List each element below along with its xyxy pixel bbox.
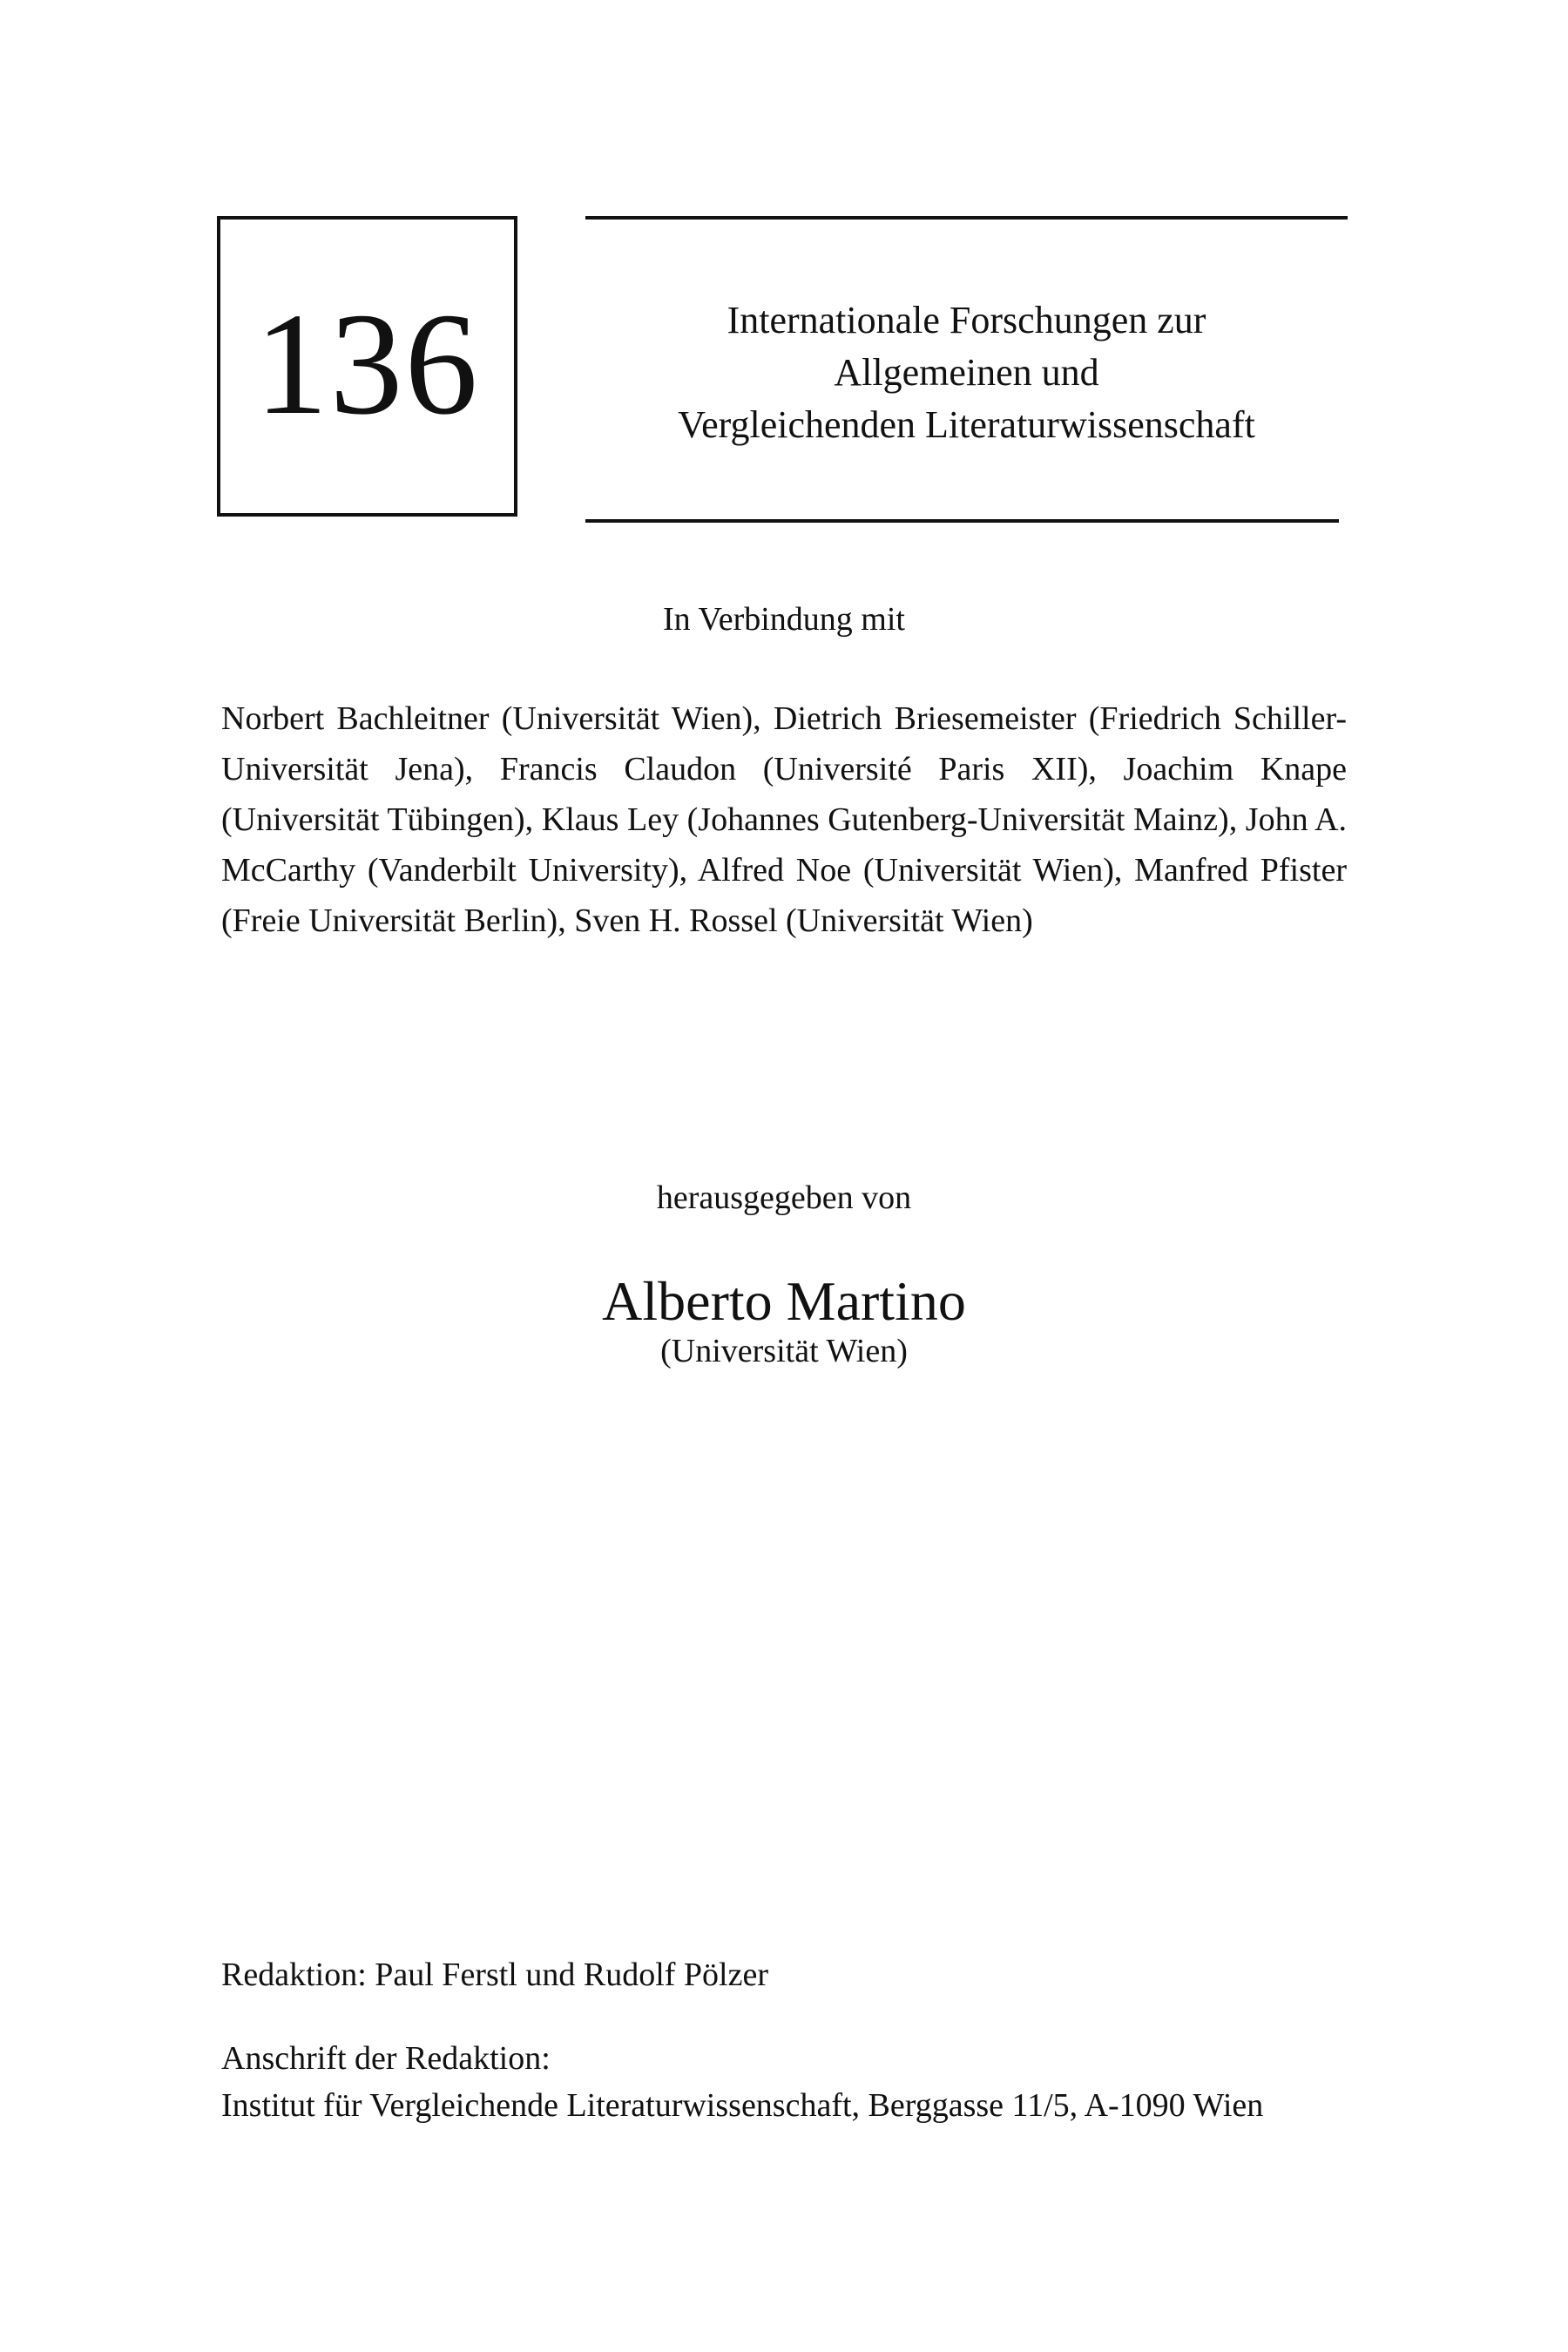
volume-number: 136 — [254, 282, 480, 445]
series-title-line: Allgemeinen und — [834, 351, 1099, 394]
series-title-line: Internationale Forschungen zur — [727, 299, 1206, 341]
contributors-paragraph: Norbert Bachleitner (Universität Wien), Dietrich Briesemeister (Friedrich Schiller-Universität Jena), Francis Claudon (Université Paris XII), Joachim Knape (Universität Tübingen), Klaus Ley (Johannes Gutenberg-Universität Mainz), John A. McCarthy (Vanderbilt University), Alfred Noe (Universität Wien), Manfred Pfister (Freie Universität Berlin), Sven H. Rossel (Universität Wien) — [221, 700, 1347, 939]
series-title — [585, 294, 1348, 451]
series-top-rule — [585, 216, 1348, 220]
board-intro-text: In Verbindung mit — [663, 601, 905, 638]
series-bottom-rule — [585, 519, 1339, 523]
volume-number-box — [217, 216, 517, 517]
board-intro — [0, 598, 1568, 641]
series-title-line: Vergleichenden Literaturwissenschaft — [678, 403, 1255, 446]
editor-affiliation: (Universität Wien) — [660, 1333, 908, 1369]
address-label: Anschrift der Redaktion: — [221, 2040, 551, 2077]
editor-name: Alberto Martino — [602, 1270, 966, 1332]
redaktion-line: Redaktion: Paul Ferstl und Rudolf Pölzer — [221, 1957, 769, 1993]
editor-intro: herausgegeben von — [656, 1179, 912, 1216]
address-line: Institut für Vergleichende Literaturwissenschaft, Berggasse 11/5, A-1090 Wien — [221, 2087, 1264, 2124]
